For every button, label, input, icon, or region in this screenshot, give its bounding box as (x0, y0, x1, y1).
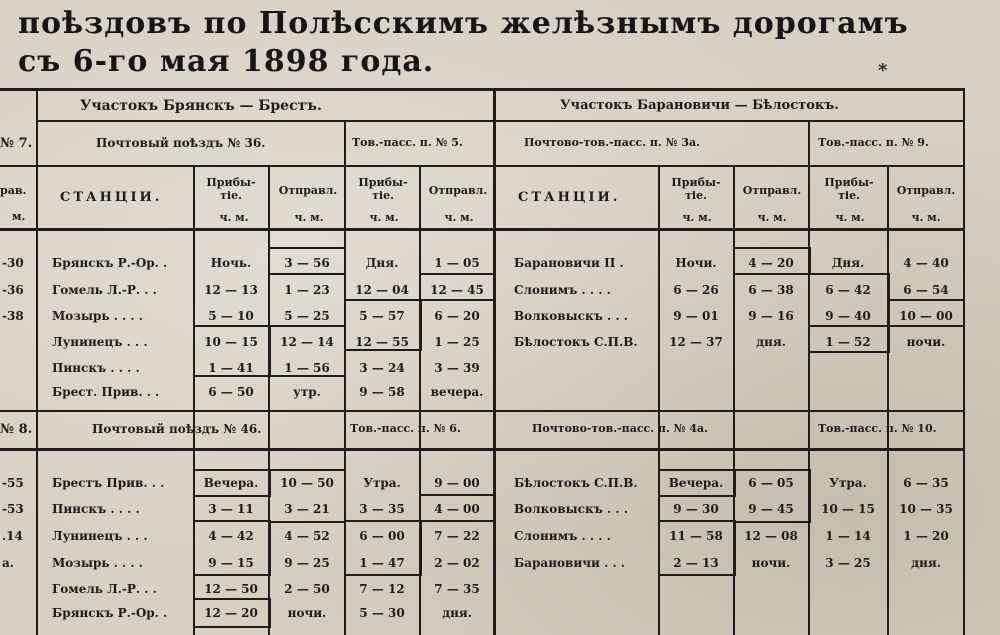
rule-top (0, 88, 965, 91)
time-arrival: 9 — 15 (208, 556, 254, 570)
station-name: Барановичи II . (514, 256, 624, 270)
time-arrival: 10 — 15 (204, 335, 258, 349)
left-top-train-a: Почтовый поѣздъ № 36. (96, 136, 266, 150)
rule-under-train-titles (0, 165, 965, 167)
time-arrival: Дня. (831, 256, 865, 270)
time-arrival: 1 — 14 (825, 529, 871, 543)
time-departure: 2 — 02 (434, 556, 480, 570)
time-departure: 1 — 05 (434, 256, 480, 270)
frame-right-top-arr2b (808, 325, 890, 353)
left-hm-2: ч. м. (294, 211, 324, 224)
frame-left-bot-arr1c (193, 598, 271, 628)
station-name: Слонимъ . . . . (514, 283, 611, 297)
time-arrival: 7 — 12 (359, 582, 405, 596)
time-arrival: 6 — 00 (359, 529, 405, 543)
time-departure: ночи. (287, 606, 327, 620)
station-name: Лунинецъ . . . (52, 335, 148, 349)
time-arrival: 9 — 30 (673, 502, 719, 516)
frame-left-top-dep1 (268, 247, 346, 275)
time-arrival: 1 — 41 (208, 361, 254, 375)
time-arrival: 12 — 37 (669, 335, 723, 349)
time-arrival: 12 — 04 (355, 283, 409, 297)
frame-right-bot-arr1 (658, 469, 736, 497)
frame-left-top-dep1b (268, 325, 346, 377)
time-arrival: 9 — 40 (825, 309, 871, 323)
right-top-train-a: Почтово-тов.-пасс. п. № 3а. (524, 136, 701, 149)
time-departure: 4 — 40 (903, 256, 949, 270)
time-departure: 2 — 50 (284, 582, 330, 596)
time-departure: 7 — 22 (434, 529, 480, 543)
ink-mark: * (878, 60, 888, 81)
time-departure: 4 — 20 (748, 256, 794, 270)
station-name: Брянскъ Р.-Ор. . (52, 606, 168, 620)
left-bottom-train-b: Тов.-пасс. п. № 6. (350, 422, 461, 435)
frame-right-top-dep1 (733, 247, 811, 275)
left-stations-label: СТАНЦІИ. (60, 190, 163, 205)
stub-time: а. (2, 556, 14, 570)
right-col-arr1: Прибы-тіе. (671, 176, 721, 202)
station-name: Брянскъ Р.-Ор. . (52, 256, 168, 270)
frame-left-top-dep2 (419, 273, 495, 301)
right-hm-2: ч. м. (757, 211, 787, 224)
time-departure: 3 — 56 (284, 256, 330, 270)
rule-middle (0, 410, 965, 412)
stub-time: -53 (2, 502, 24, 516)
time-arrival: Ночь. (210, 256, 252, 270)
frame-left-bot-arr2 (344, 520, 422, 576)
station-name: Мозырь . . . . (52, 556, 143, 570)
time-departure: 9 — 45 (748, 502, 794, 516)
time-departure: 7 — 35 (434, 582, 480, 596)
left-section-title: Участокъ Брянскъ — Брестъ. (80, 98, 322, 114)
stub-train-bottom: № 8. (0, 422, 33, 437)
stub-time: -30 (2, 256, 24, 270)
time-arrival: 3 — 24 (359, 361, 405, 375)
time-arrival: 3 — 11 (208, 502, 254, 516)
left-col-dep1: Отправл. (278, 184, 338, 197)
time-departure: дня. (756, 335, 786, 349)
right-top-train-b: Тов.-пасс. п. № 9. (818, 136, 929, 149)
stub-train-top: № 7. (0, 136, 33, 151)
left-bottom-train-a: Почтовый поѣздъ № 46. (92, 422, 262, 436)
station-name: Слонимъ . . . . (514, 529, 611, 543)
time-arrival: 5 — 30 (359, 606, 405, 620)
left-hm-3: ч. м. (369, 211, 399, 224)
frame-right-bot-arr1b (658, 520, 736, 576)
time-arrival: Вечера. (203, 476, 259, 490)
station-name: Гомель Л.-Р. . . (52, 283, 157, 297)
frame-left-bot-arr1 (193, 469, 271, 497)
stub-col-minutes: м. (12, 210, 26, 223)
time-departure: вечера. (430, 385, 484, 399)
time-departure: 10 — 50 (280, 476, 334, 490)
station-name: Пинскъ . . . . (52, 502, 140, 516)
station-name: Барановичи . . . (514, 556, 625, 570)
station-name: Брестъ Прив. . . (52, 476, 165, 490)
time-departure: 9 — 25 (284, 556, 330, 570)
time-departure: 1 — 23 (284, 283, 330, 297)
time-departure: 4 — 00 (434, 502, 480, 516)
time-departure: 12 — 14 (280, 335, 334, 349)
station-name: Волковыскъ . . . (514, 502, 628, 516)
v-right-edge (963, 88, 965, 635)
time-departure: дня. (911, 556, 941, 570)
left-top-train-b: Тов.-пасс. п. № 5. (352, 136, 463, 149)
time-arrival: 5 — 10 (208, 309, 254, 323)
time-departure: ночи. (751, 556, 791, 570)
time-arrival: Утра. (829, 476, 867, 490)
v-section-divider (493, 88, 496, 635)
time-departure: утр. (293, 385, 321, 399)
stub-time: -36 (2, 283, 24, 297)
left-col-arr2: Прибы-тіе. (358, 176, 408, 202)
time-departure: 3 — 21 (284, 502, 330, 516)
station-name: Лунинецъ . . . (52, 529, 148, 543)
time-arrival: 12 — 55 (355, 335, 409, 349)
time-departure: 1 — 25 (434, 335, 480, 349)
time-departure: 9 — 00 (434, 476, 480, 490)
left-hm-4: ч. м. (444, 211, 474, 224)
right-hm-4: ч. м. (911, 211, 941, 224)
station-name: Волковыскъ . . . (514, 309, 628, 323)
time-arrival: 1 — 52 (825, 335, 871, 349)
frame-right-top-arr2 (808, 273, 890, 327)
right-hm-1: ч. м. (682, 211, 712, 224)
time-departure: 4 — 52 (284, 529, 330, 543)
time-arrival: 3 — 35 (359, 502, 405, 516)
time-arrival: 9 — 58 (359, 385, 405, 399)
time-departure: 12 — 08 (744, 529, 798, 543)
frame-right-bot-dep1 (733, 469, 811, 523)
time-departure: 6 — 05 (748, 476, 794, 490)
time-arrival: 9 — 01 (673, 309, 719, 323)
left-col-dep2: Отправл. (428, 184, 488, 197)
time-arrival: 1 — 47 (359, 556, 405, 570)
time-departure: 10 — 00 (899, 309, 953, 323)
time-arrival: 3 — 25 (825, 556, 871, 570)
frame-right-top-dep2 (887, 299, 965, 327)
title-line-1: поѣздовъ по Полѣсскимъ желѣзнымъ дорогамъ (18, 6, 909, 41)
time-arrival: 5 — 57 (359, 309, 405, 323)
right-col-arr2: Прибы-тіе. (824, 176, 874, 202)
frame-left-bot-dep2 (419, 494, 495, 522)
frame-left-bot-dep1 (268, 469, 346, 523)
frame-left-bot-arr1b (193, 520, 271, 576)
time-arrival: Вечера. (668, 476, 724, 490)
time-departure: 9 — 16 (748, 309, 794, 323)
right-hm-3: ч. м. (835, 211, 865, 224)
v-stub (36, 88, 38, 635)
time-arrival: 6 — 26 (673, 283, 719, 297)
time-departure: 10 — 35 (899, 502, 953, 516)
right-col-dep1: Отправл. (742, 184, 802, 197)
time-departure: дня. (442, 606, 472, 620)
stub-time: .14 (2, 529, 23, 543)
rule-under-bottom-trains (0, 448, 965, 451)
time-arrival: 4 — 42 (208, 529, 254, 543)
left-col-arr1: Прибы-тіе. (206, 176, 256, 202)
time-arrival: 10 — 15 (821, 502, 875, 516)
v-right-arr2 (887, 167, 889, 635)
frame-left-top-arr1 (193, 325, 271, 377)
time-arrival: Ночи. (675, 256, 717, 270)
station-name: Пинскъ . . . . (52, 361, 140, 375)
time-arrival: 12 — 20 (204, 606, 258, 620)
frame-left-top-arr2 (344, 299, 422, 351)
station-name: Гомель Л.-Р. . . (52, 582, 157, 596)
time-arrival: 12 — 50 (204, 582, 258, 596)
rule-under-section-titles (38, 120, 963, 122)
time-arrival: 6 — 42 (825, 283, 871, 297)
time-arrival: 12 — 13 (204, 283, 258, 297)
stub-time: -55 (2, 476, 24, 490)
time-departure: 1 — 56 (284, 361, 330, 375)
title-line-2: съ 6-го мая 1898 года. (18, 44, 435, 79)
time-departure: 1 — 20 (903, 529, 949, 543)
time-arrival: 11 — 58 (669, 529, 723, 543)
rule-under-column-heads (0, 228, 965, 231)
time-arrival: Утра. (363, 476, 401, 490)
time-departure: 3 — 39 (434, 361, 480, 375)
time-departure: 6 — 20 (434, 309, 480, 323)
time-departure: ночи. (906, 335, 946, 349)
station-name: Мозырь . . . . (52, 309, 143, 323)
right-col-dep2: Отправл. (896, 184, 956, 197)
time-departure: 6 — 54 (903, 283, 949, 297)
time-departure: 5 — 25 (284, 309, 330, 323)
right-section-title: Участокъ Барановичи — Бѣлостокъ. (560, 98, 839, 113)
right-stations-label: СТАНЦІИ. (518, 190, 621, 205)
v-right-dep1 (808, 122, 810, 635)
station-name: Бѣлостокъ С.П.В. (514, 476, 638, 490)
station-name: Брест. Прив. . . (52, 385, 160, 399)
time-arrival: Дня. (365, 256, 399, 270)
right-bottom-train-a: Почтово-тов.-пасс. п. № 4а. (532, 422, 709, 435)
station-name: Бѣлостокъ С.П.В. (514, 335, 638, 349)
time-arrival: 6 — 50 (208, 385, 254, 399)
time-departure: 6 — 38 (748, 283, 794, 297)
stub-time: -38 (2, 309, 24, 323)
left-hm-1: ч. м. (219, 211, 249, 224)
stub-col-head: рав. (0, 184, 27, 197)
time-departure: 12 — 45 (430, 283, 484, 297)
right-bottom-train-b: Тов.-пасс. п. № 10. (818, 422, 937, 435)
time-arrival: 2 — 13 (673, 556, 719, 570)
time-departure: 6 — 35 (903, 476, 949, 490)
